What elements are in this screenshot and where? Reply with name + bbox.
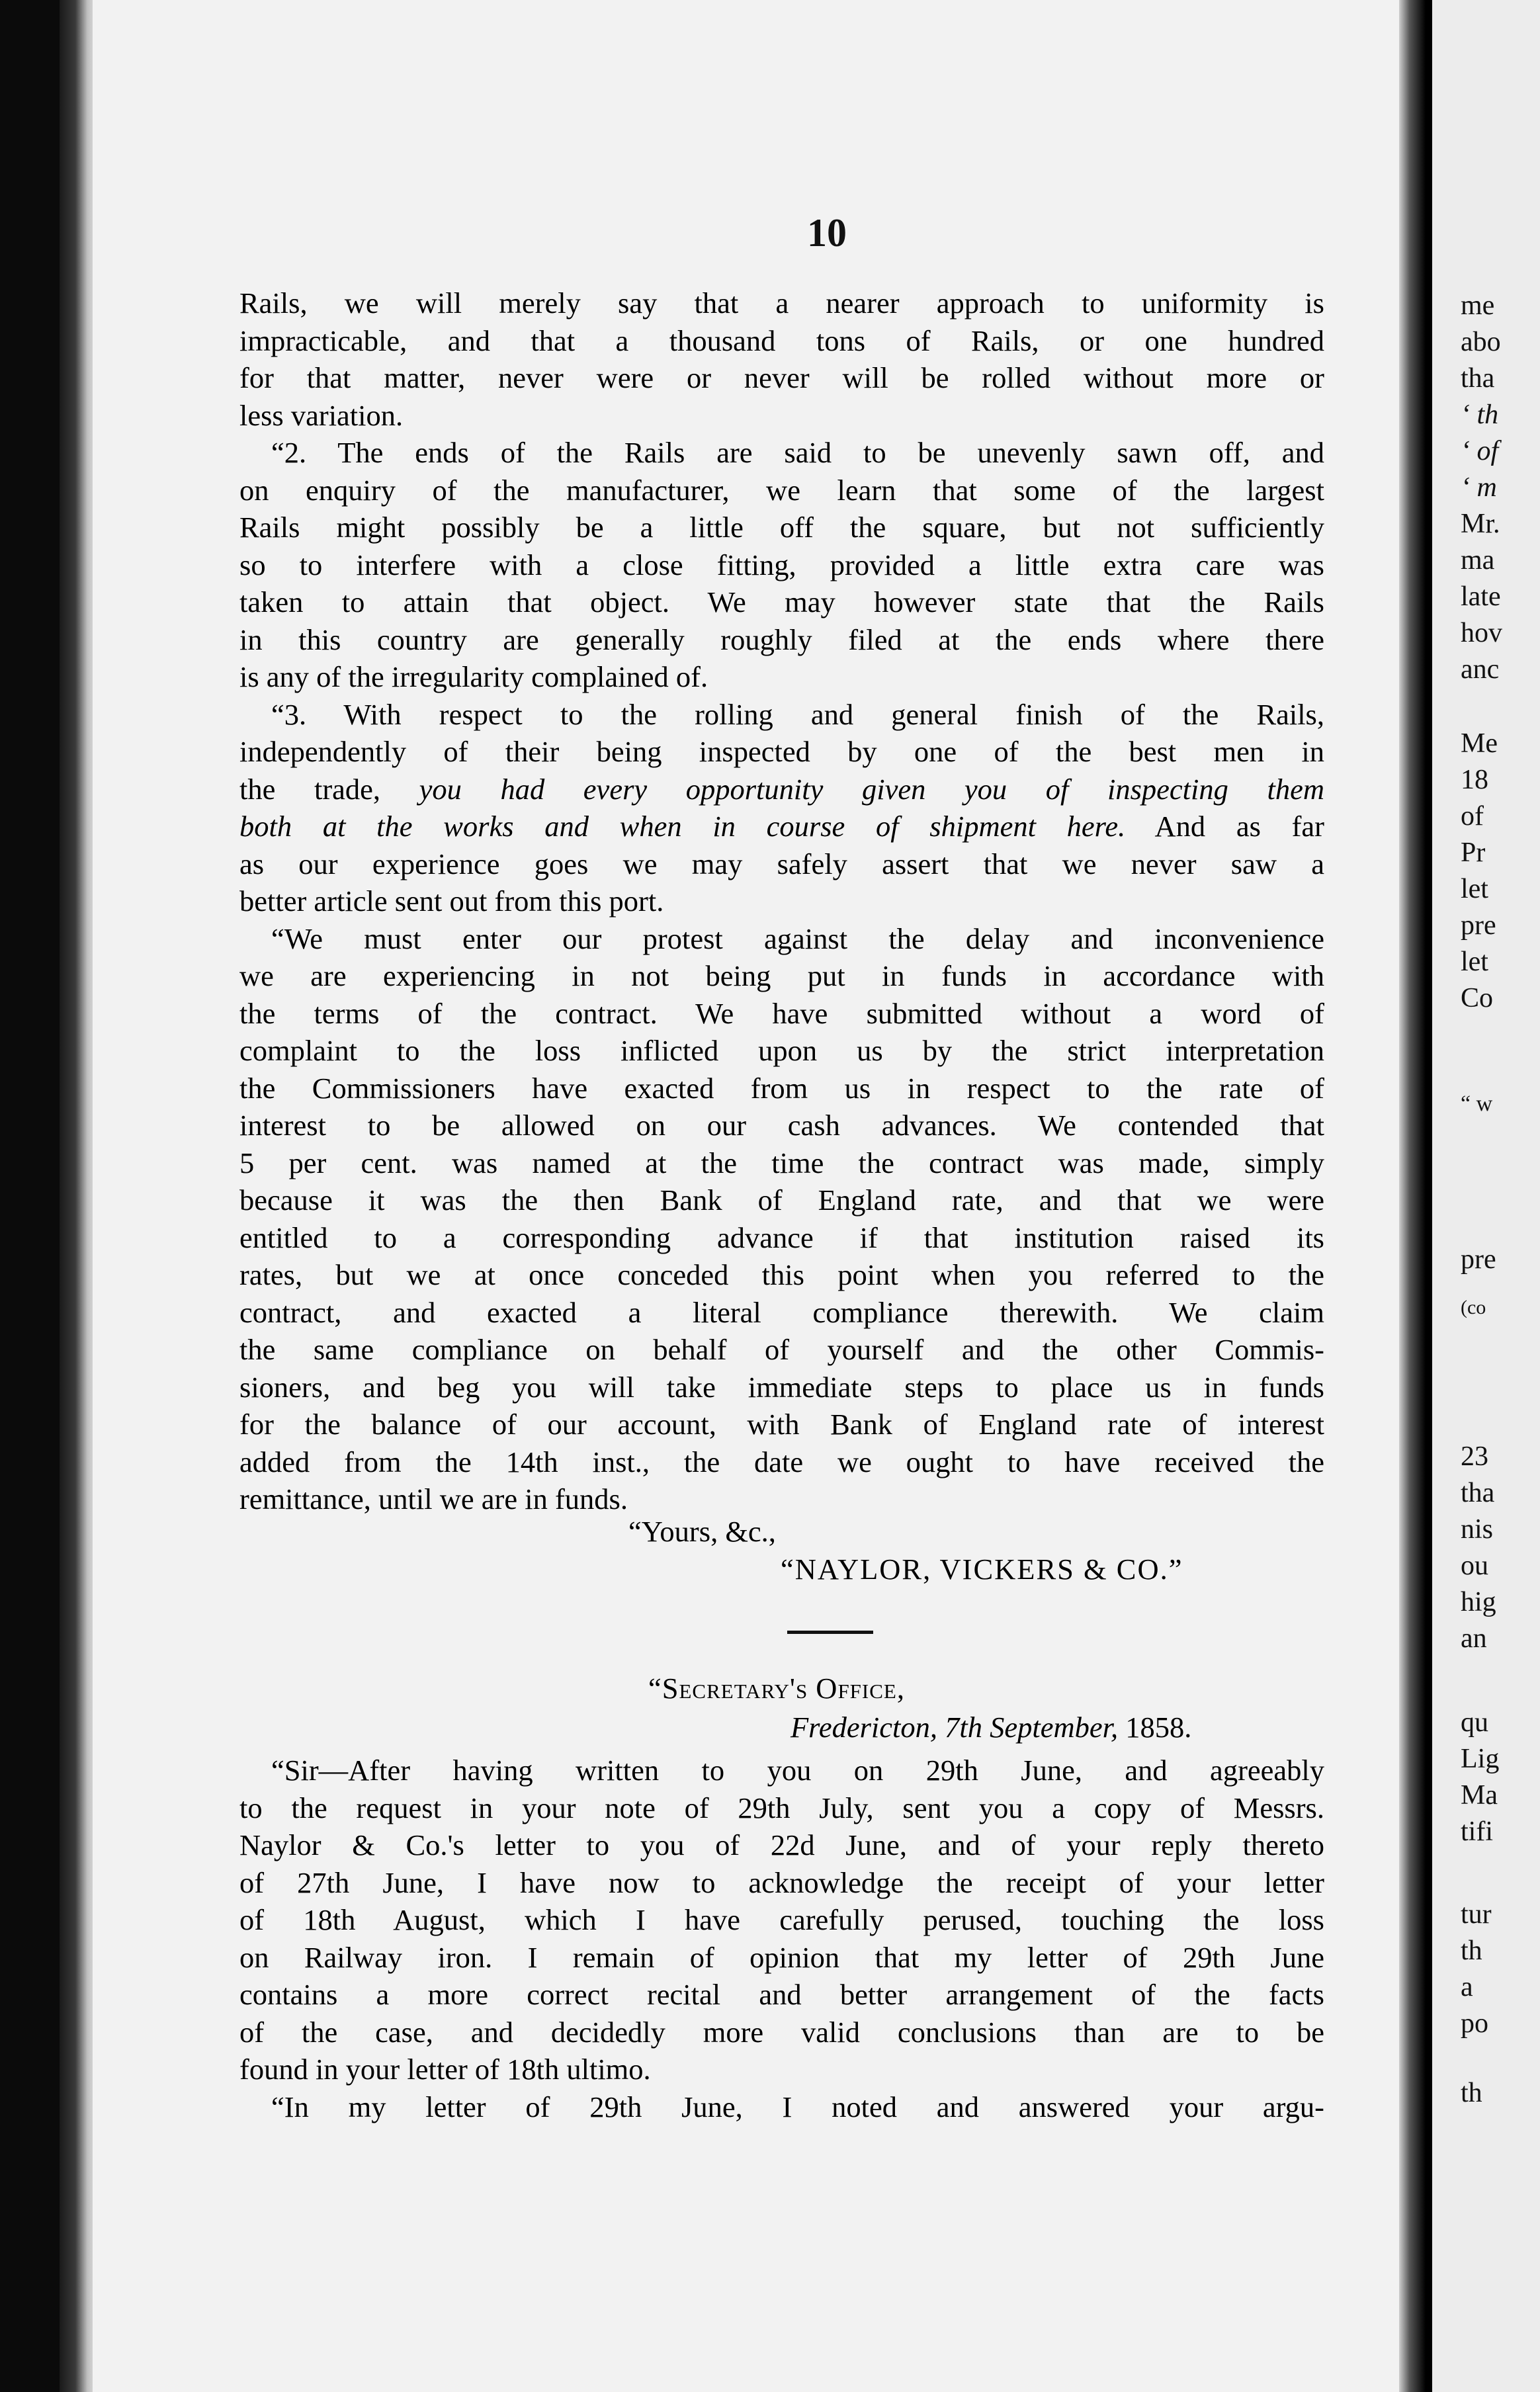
next-page-fragment: an — [1461, 1623, 1487, 1654]
next-page-fragment: hov — [1461, 618, 1502, 648]
next-page-edge — [1432, 0, 1540, 2392]
text-line: sioners, and beg you will take immediate steps to place us in funds — [239, 1370, 1324, 1404]
next-page-fragment: 23 — [1461, 1441, 1488, 1472]
next-page-fragment: me — [1461, 290, 1495, 321]
text-line: we are experiencing in not being put in funds in accordance with — [239, 959, 1324, 992]
text-line: in this country are generally roughly filed at the ends where there — [239, 622, 1324, 656]
text-line: “Sir—After having written to you on 29th June, and agreeably — [271, 1754, 1324, 1787]
next-page-fragment: ‘ m — [1461, 472, 1497, 503]
closing-salutation: “Yours, &c., — [628, 1515, 776, 1548]
letter-heading-office: “Secretary's Office, — [648, 1672, 905, 1705]
text-line: to the request in your note of 29th July, sent you a copy of Messrs. — [239, 1791, 1324, 1824]
text-line: Rails, we will merely say that a nearer approach to uniformity is — [239, 286, 1324, 320]
next-page-fragment: pre — [1461, 910, 1496, 941]
text-line: the same compliance on behalf of yourself and the other Commis- — [239, 1333, 1324, 1366]
next-page-fragment: Lig — [1461, 1744, 1500, 1774]
next-page-fragment: tifi — [1461, 1816, 1493, 1847]
text-line: Rails might possibly be a little off the square, but not sufficiently — [239, 511, 1324, 544]
year: 1858. — [1125, 1711, 1192, 1744]
next-page-fragment: abo — [1461, 327, 1501, 357]
text-line: found in your letter of 18th ultimo. — [239, 2053, 651, 2086]
text-line: contains a more correct recital and better arrangement of the facts — [239, 1978, 1324, 2011]
letter-body-2 — [239, 1752, 1324, 2125]
next-page-fragment: let — [1461, 947, 1488, 977]
text-line: “2. The ends of the Rails are said to be unevenly sawn off, and — [271, 436, 1324, 469]
text-line: of the case, and decidedly more valid conclusions than are to be — [239, 2015, 1324, 2049]
next-page-fragment: late — [1461, 581, 1501, 612]
text-line: rates, but we at once conceded this point when you referred to the — [239, 1258, 1324, 1291]
next-page-fragment: th — [1461, 1936, 1482, 1966]
text-line: entitled to a corresponding advance if that institution raised its — [239, 1220, 1324, 1254]
next-page-fragment: a — [1461, 1972, 1473, 2002]
text-line: contract, and exacted a literal compliance therewith. We claim — [239, 1295, 1324, 1329]
text-line: added from the 14th inst., the date we ought to have received the — [239, 1445, 1324, 1478]
text-line: “We must enter our protest against the delay and inconvenience — [271, 921, 1324, 955]
page-gutter-shadow — [1399, 0, 1426, 2392]
next-page-fragment: ou — [1461, 1551, 1488, 1581]
next-page-fragment: of — [1461, 801, 1484, 832]
next-page-fragment: tha — [1461, 363, 1495, 394]
next-page-fragment: Co — [1461, 983, 1494, 1013]
next-page-fragment: ‘ of — [1461, 436, 1499, 466]
next-page-fragment: tur — [1461, 1899, 1492, 1930]
text-line: Naylor & Co.'s letter to you of 22d June, and of your reply thereto — [239, 1828, 1324, 1861]
next-page-fragment: ma — [1461, 545, 1495, 576]
next-page-fragment: 18 — [1461, 765, 1488, 795]
text-line: of 27th June, I have now to acknowledge the receipt of your letter — [239, 1865, 1324, 1899]
text-line: so to interfere with a close fitting, provided a little extra care was — [239, 548, 1324, 581]
italic-fragment: both at the works and when in course of shipment here. — [239, 810, 1126, 843]
text-line: on enquiry of the manufacturer, we learn that some of the largest — [239, 473, 1324, 507]
place-date: Fredericton, 7th September, — [791, 1711, 1119, 1744]
text-line: impracticable, and that a thousand tons of Rails, or one hundred — [239, 323, 1324, 357]
next-page-fragment: ‘ th — [1461, 400, 1499, 430]
text-line: for that matter, never were or never will be rolled without more or — [239, 361, 1324, 394]
text-line: remittance, until we are in funds. — [239, 1482, 628, 1516]
text-line: better article sent out from this port. — [239, 884, 664, 918]
text-line-mixed — [239, 771, 1324, 808]
text-line: for the balance of our account, with Bank of England rate of interest — [239, 1408, 1324, 1441]
next-page-fragment: Pr — [1461, 837, 1486, 868]
text-line: “3. With respect to the rolling and general finish of the Rails, — [271, 697, 1324, 731]
next-page-fragment: let — [1461, 874, 1488, 904]
text-line-mixed — [239, 808, 1324, 845]
next-page-fragment: Mr. — [1461, 509, 1500, 539]
next-page-fragment: Me — [1461, 728, 1498, 759]
next-page-fragment: th — [1461, 2078, 1482, 2108]
next-page-fragment: qu — [1461, 1707, 1488, 1738]
next-page-fragment: pre — [1461, 1244, 1496, 1275]
italic-fragment: you had every opportunity given you of inspecting them — [419, 772, 1324, 806]
next-page-fragment: tha — [1461, 1478, 1495, 1508]
text-fragment: the trade, — [239, 772, 381, 806]
text-line: “In my letter of 29th June, I noted and answered your argu- — [271, 2090, 1324, 2123]
text-line: independently of their being inspected by one of the best men in — [239, 735, 1324, 768]
text-line: complaint to the loss inflicted upon us by the strict interpretation — [239, 1034, 1324, 1067]
text-line: because it was the then Bank of England rate, and that we were — [239, 1183, 1324, 1217]
text-line: is any of the irregularity complained of. — [239, 660, 708, 693]
next-page-fragment: hig — [1461, 1587, 1496, 1617]
text-line: interest to be allowed on our cash advances. We contended that — [239, 1109, 1324, 1142]
section-divider — [787, 1631, 873, 1634]
text-line: less variation. — [239, 398, 404, 432]
next-page-fragment: Ma — [1461, 1780, 1498, 1811]
letter-heading-place-date — [791, 1710, 1191, 1744]
letter-body-1 — [239, 284, 1324, 1518]
page-number: 10 — [807, 211, 847, 255]
scan-left-edge — [0, 0, 60, 2392]
text-line: on Railway iron. I remain of opinion that my letter of 29th June — [239, 1940, 1324, 1974]
text-line: taken to attain that object. We may however state that the Rails — [239, 585, 1324, 619]
next-page-fragment: nis — [1461, 1514, 1494, 1545]
text-line: the Commissioners have exacted from us in respect to the rate of — [239, 1071, 1324, 1105]
signature: “NAYLOR, VICKERS & CO.” — [781, 1553, 1183, 1586]
text-line: 5 per cent. was named at the time the contract was made, simply — [239, 1146, 1324, 1179]
next-page-fragment: “ w — [1461, 1091, 1493, 1116]
text-line: of 18th August, which I have carefully perused, touching the loss — [239, 1903, 1324, 1936]
next-page-fragment: (co — [1461, 1297, 1486, 1318]
next-page-fragment: anc — [1461, 654, 1500, 685]
text-line: the terms of the contract. We have submitted without a word of — [239, 996, 1324, 1030]
text-line: as our experience goes we may safely assert that we never saw a — [239, 847, 1324, 880]
next-page-fragment: po — [1461, 2008, 1488, 2039]
text-fragment: And as far — [1154, 810, 1324, 843]
